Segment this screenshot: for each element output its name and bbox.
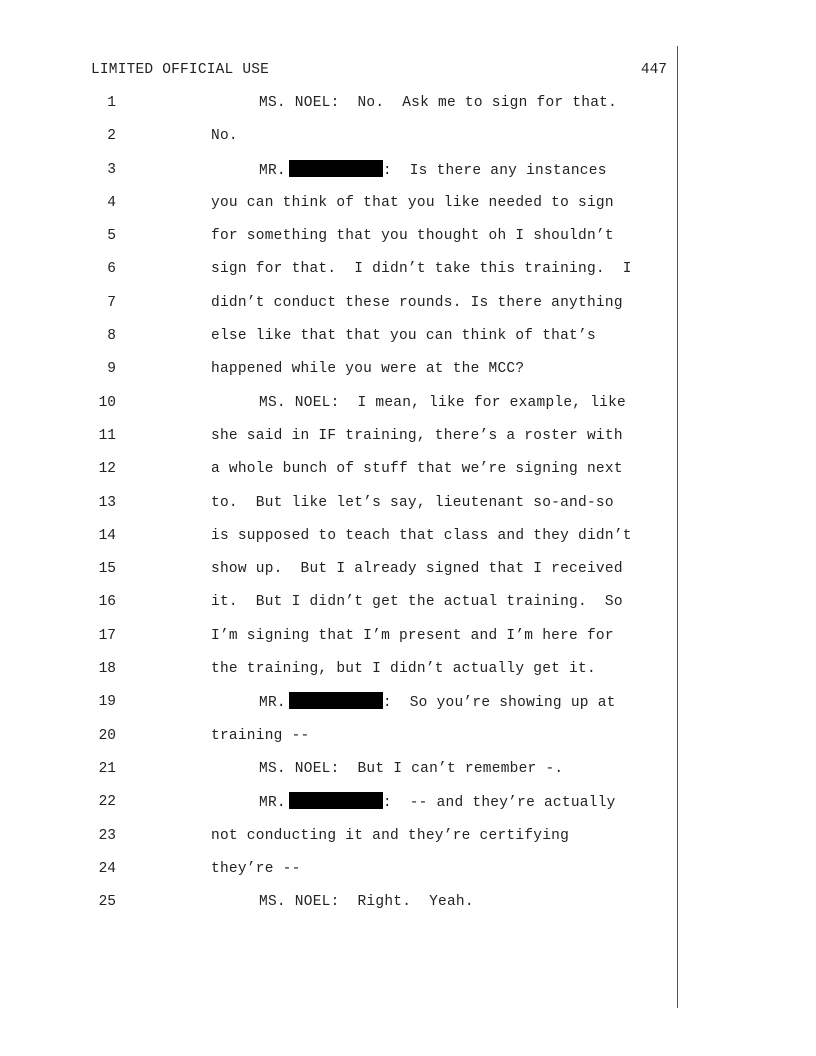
line-number: 16 [98, 594, 116, 611]
speaker-label: MR. [259, 162, 286, 179]
line-number: 9 [107, 361, 116, 378]
redaction-box [289, 160, 383, 177]
line-text: is supposed to teach that class and they didn’t [211, 527, 632, 544]
transcript-line [0, 592, 816, 625]
line-number: 2 [107, 128, 116, 145]
transcript-line [0, 826, 816, 859]
line-number: 15 [98, 561, 116, 578]
transcript-line [0, 726, 816, 759]
transcript-line [0, 426, 816, 459]
line-text: for something that you thought oh I shouldn’t [211, 228, 614, 245]
line-text [259, 160, 607, 181]
transcript-line [0, 459, 816, 492]
line-text: sign for that. I didn’t take this training. I [211, 261, 632, 278]
line-number: 12 [98, 461, 116, 478]
line-number: 17 [98, 627, 116, 644]
page-number: 447 [640, 62, 667, 78]
transcript-line [0, 659, 816, 692]
line-number: 10 [98, 394, 116, 411]
line-text: you can think of that you like needed to sign [211, 194, 614, 211]
transcript-line [0, 126, 816, 159]
line-number: 13 [98, 494, 116, 511]
line-number: 6 [107, 261, 116, 278]
transcript-line [0, 692, 816, 725]
transcript-line [0, 792, 816, 825]
line-text: MS. NOEL: No. Ask me to sign for that. [259, 95, 618, 111]
transcript-line [0, 259, 816, 292]
transcript-line [0, 359, 816, 392]
line-text [259, 792, 616, 813]
line-number: 3 [107, 161, 116, 178]
transcript-lines [0, 93, 816, 925]
line-number: 8 [107, 328, 116, 345]
line-number: 23 [98, 827, 116, 844]
transcript-line [0, 226, 816, 259]
line-number: 20 [98, 727, 116, 744]
line-number: 18 [98, 661, 116, 678]
line-text: training -- [211, 727, 310, 744]
transcript-line [0, 892, 816, 925]
classification-header: LIMITED OFFICIAL USE [91, 62, 270, 78]
line-number: 21 [98, 760, 116, 777]
line-text: show up. But I already signed that I received [211, 561, 623, 578]
speech-text: : Is there any instances [382, 162, 607, 179]
line-text: else like that that you can think of that’s [211, 328, 596, 345]
transcript-line [0, 193, 816, 226]
line-text: they’re -- [211, 860, 301, 877]
line-text: she said in IF training, there’s a roster with [211, 427, 623, 444]
redaction-box [289, 692, 383, 709]
transcript-line [0, 859, 816, 892]
transcript-line [0, 393, 816, 426]
line-text: No. [211, 128, 238, 145]
speaker-label: MR. [259, 695, 286, 712]
line-text: the training, but I didn’t actually get it. [211, 661, 596, 678]
line-text: happened while you were at the MCC? [211, 361, 525, 378]
transcript-line [0, 93, 816, 126]
transcript-line [0, 160, 816, 193]
line-number: 19 [98, 694, 116, 711]
line-text: not conducting it and they’re certifying [211, 827, 570, 844]
transcript-line [0, 759, 816, 792]
line-number: 5 [107, 228, 116, 245]
transcript-line [0, 326, 816, 359]
line-number: 1 [107, 95, 116, 111]
line-number: 14 [98, 527, 116, 544]
line-text: it. But I didn’t get the actual training. So [211, 594, 623, 611]
line-text: MS. NOEL: Right. Yeah. [259, 894, 474, 911]
speaker-label: MR. [259, 795, 286, 812]
line-text: MS. NOEL: But I can’t remember -. [259, 760, 564, 777]
transcript-line [0, 526, 816, 559]
transcript-line [0, 293, 816, 326]
line-text: MS. NOEL: I mean, like for example, like [259, 394, 627, 411]
speech-text: : -- and they’re actually [382, 795, 616, 812]
transcript-line [0, 493, 816, 526]
transcript-line [0, 626, 816, 659]
line-number: 4 [107, 194, 116, 211]
redaction-box [289, 792, 383, 809]
line-text: a whole bunch of stuff that we’re signing next [211, 461, 623, 478]
speech-text: : So you’re showing up at [382, 695, 616, 712]
transcript-line [0, 559, 816, 592]
line-text [259, 692, 616, 713]
line-number: 22 [98, 794, 116, 811]
line-number: 24 [98, 860, 116, 877]
line-number: 25 [98, 894, 116, 911]
line-number: 7 [107, 294, 116, 311]
line-number: 11 [98, 427, 116, 444]
line-text: didn’t conduct these rounds. Is there anything [211, 294, 623, 311]
line-text: to. But like let’s say, lieutenant so-and-so [211, 494, 614, 511]
line-text: I’m signing that I’m present and I’m here for [211, 627, 614, 644]
